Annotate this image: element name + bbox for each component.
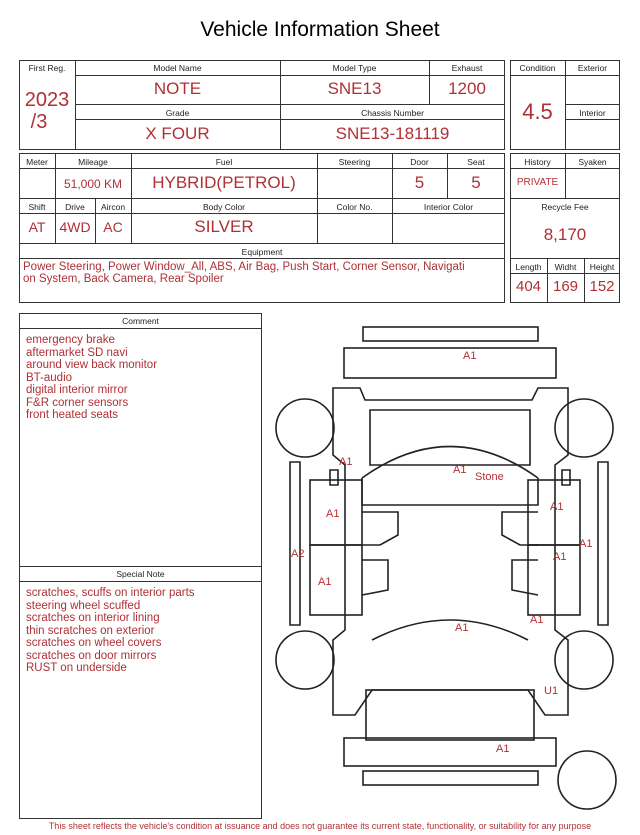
length-value: 404 <box>515 278 542 295</box>
damage-mark-right-rear-door: A1 <box>553 551 567 563</box>
first-reg-month: /3 <box>30 111 48 133</box>
body-color-label: Body Color <box>202 202 246 212</box>
damage-mark-left-sill: A2 <box>291 548 305 560</box>
damage-mark-left-front-fender: A1 <box>339 456 353 468</box>
exhaust-value: 1200 <box>448 79 486 98</box>
chassis-value: SNE13-181119 <box>335 124 450 143</box>
equipment-line-1: Power Steering, Power Window_All, ABS, Air Bag, Push Start, Corner Sensor, Navigati <box>23 261 465 273</box>
equipment-label: Equipment <box>241 247 283 257</box>
special-note-list <box>26 587 195 675</box>
model-type-label: Model Type <box>332 63 377 73</box>
damage-mark-right-sill: A1 <box>579 538 593 550</box>
disclaimer-footer: This sheet reflects the vehicle's condition at issuance and does not guarantee its current state, functionality, or suitability for any purpose <box>48 821 592 831</box>
damage-mark-right-front-door: A1 <box>550 501 564 513</box>
comment-label: Comment <box>122 316 159 326</box>
front-bumper-top-strip <box>363 327 538 341</box>
seat-label: Seat <box>467 157 485 167</box>
rear-bumper <box>344 738 556 766</box>
list-item: RUST on underside <box>26 662 127 674</box>
list-item: aftermarket SD navi <box>26 346 128 359</box>
first-reg-label: First Reg. <box>28 63 66 73</box>
meter-label: Meter <box>26 157 48 167</box>
list-item: scratches, scuffs on interior parts <box>26 587 195 599</box>
height-value: 152 <box>589 278 615 295</box>
model-name-value: NOTE <box>153 79 202 98</box>
damage-mark-front-bumper: A1 <box>463 350 477 362</box>
width-label: Widht <box>554 262 577 272</box>
exhaust-label: Exhaust <box>451 63 483 73</box>
condition-value: 4.5 <box>522 99 553 124</box>
list-item: scratches on wheel covers <box>26 637 162 649</box>
comment-list <box>26 334 157 422</box>
list-item: F&R corner sensors <box>26 396 129 409</box>
damage-mark-rear-bumper: A1 <box>496 743 510 755</box>
steering-label: Steering <box>338 157 371 167</box>
interior-label: Interior <box>579 108 606 118</box>
damage-mark-right-rear: U1 <box>544 685 559 697</box>
condition-label: Condition <box>519 63 556 73</box>
damage-note-hood: Stone <box>475 471 504 483</box>
aircon-label: Aircon <box>100 202 126 212</box>
car-body-outline <box>333 388 568 715</box>
recycle-fee-value: 8,170 <box>543 225 587 244</box>
list-item: front heated seats <box>26 409 119 421</box>
rear-bumper-bottom-strip <box>363 771 538 785</box>
list-item: scratches on door mirrors <box>26 649 157 662</box>
interior-color-label: Interior Color <box>423 202 474 212</box>
list-item: emergency brake <box>26 334 115 346</box>
list-item: steering wheel scuffed <box>26 599 141 612</box>
mileage-label: Mileage <box>78 157 108 167</box>
front-bumper <box>344 348 556 378</box>
shift-value: AT <box>28 219 46 235</box>
front-right-wheel <box>555 399 613 457</box>
page-title: Vehicle Information Sheet <box>200 18 440 41</box>
damage-mark-left-front-door: A1 <box>326 508 340 520</box>
rear-left-wheel <box>276 631 334 689</box>
grade-label: Grade <box>165 108 190 118</box>
model-type-value: SNE13 <box>327 79 382 98</box>
damage-mark-roof: A1 <box>455 622 469 634</box>
front-left-wheel <box>276 399 334 457</box>
model-name-label: Model Name <box>153 63 202 73</box>
drive-value: 4WD <box>59 219 91 235</box>
exterior-label: Exterior <box>577 63 608 73</box>
damage-mark-hood: A1 <box>453 464 467 476</box>
special-note-label: Special Note <box>116 569 165 579</box>
color-no-label: Color No. <box>336 202 373 212</box>
seat-value: 5 <box>471 173 481 192</box>
mileage-value: 51,000 KM <box>63 177 123 191</box>
rear-right-wheel <box>555 631 613 689</box>
car-damage-diagram <box>270 320 630 820</box>
list-item: scratches on interior lining <box>26 612 160 624</box>
grade-value: X FOUR <box>145 124 210 143</box>
history-value: PRIVATE <box>516 177 559 188</box>
trunk <box>366 690 534 740</box>
aircon-value: AC <box>103 219 123 235</box>
height-label: Height <box>589 262 615 272</box>
body-color-value: SILVER <box>194 217 254 236</box>
list-item: BT-audio <box>26 371 73 384</box>
drive-label: Drive <box>65 202 85 212</box>
door-label: Door <box>410 157 429 167</box>
windshield-curve <box>362 447 538 479</box>
fuel-value: HYBRID(PETROL) <box>152 173 296 192</box>
list-item: around view back monitor <box>26 359 158 371</box>
recycle-fee-label: Recycle Fee <box>541 202 589 212</box>
width-value: 169 <box>552 278 579 295</box>
damage-mark-right-quarter: A1 <box>530 614 544 626</box>
damage-mark-left-rear-door: A1 <box>318 576 332 588</box>
length-label: Length <box>515 262 542 272</box>
door-value: 5 <box>414 173 425 192</box>
chassis-label: Chassis Number <box>361 108 424 118</box>
right-side-strip <box>598 462 608 625</box>
shift-label: Shift <box>28 202 46 212</box>
first-reg-year: 2023 <box>24 89 70 111</box>
equipment-line-2: on System, Back Camera, Rear Spoiler <box>23 273 224 285</box>
fuel-label: Fuel <box>215 157 233 167</box>
left-side-strip <box>290 462 300 625</box>
list-item: digital interior mirror <box>26 384 128 396</box>
syaken-label: Syaken <box>578 157 607 167</box>
list-item: thin scratches on exterior <box>26 624 155 637</box>
spare-wheel <box>558 751 616 809</box>
history-label: History <box>524 157 551 167</box>
